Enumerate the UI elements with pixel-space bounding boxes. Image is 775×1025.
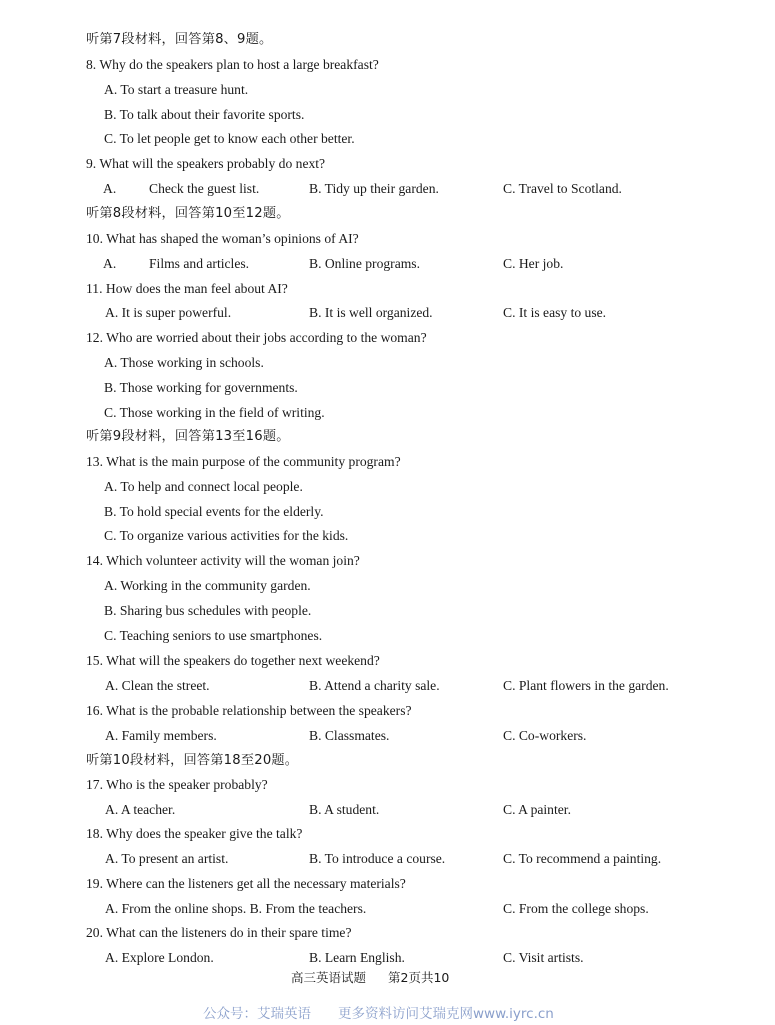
option-text: A. To help and connect local people. xyxy=(104,479,303,494)
options-line xyxy=(0,947,775,969)
option-text: C. Those working in the field of writing. xyxy=(104,405,325,420)
options-line xyxy=(0,104,775,126)
option-text: B. Learn English. xyxy=(309,950,405,965)
question-text: 17. Who is the speaker probably? xyxy=(86,777,268,792)
footer-page-number: 第2页共10 xyxy=(388,970,450,985)
option-text: C. Teaching seniors to use smartphones. xyxy=(104,628,323,643)
question-text: 14. Which volunteer activity will the woman join? xyxy=(86,553,360,568)
watermark-account: 公众号：艾瑞英语 xyxy=(203,1006,311,1022)
option-text: C. Visit artists. xyxy=(503,950,584,965)
option-text: C. Travel to Scotland. xyxy=(503,181,622,196)
option-text: B. Online programs. xyxy=(309,256,421,271)
footer-title: 高三英语试题 xyxy=(291,970,367,985)
option-text: C. Plant flowers in the garden. xyxy=(503,678,669,693)
section-heading xyxy=(0,203,775,225)
options-line xyxy=(0,302,775,324)
question-text: 10. What has shaped the woman’s opinions of AI? xyxy=(86,231,359,246)
options-line xyxy=(0,575,775,597)
question-text: 16. What is the probable relationship between the speakers? xyxy=(86,703,412,718)
option-text: C. Co-workers. xyxy=(503,728,587,743)
question-line xyxy=(0,873,775,895)
option-text: B. To introduce a course. xyxy=(309,851,446,866)
options-line xyxy=(0,625,775,647)
option-text: B. A student. xyxy=(309,802,380,817)
option-text: A. From the online shops. B. From the teachers. xyxy=(105,901,367,916)
option-text: B. It is well organized. xyxy=(309,305,433,320)
options-line xyxy=(0,600,775,622)
option-text: A. Clean the street. xyxy=(105,678,210,693)
option-text: A. Working in the community garden. xyxy=(104,578,311,593)
option-text: B. Tidy up their garden. xyxy=(309,181,439,196)
question-line xyxy=(0,700,775,722)
question-line xyxy=(0,153,775,175)
options-line xyxy=(0,128,775,150)
section-text: 听第8段材料，回答第10至12题。 xyxy=(86,206,290,221)
options-line xyxy=(0,898,775,920)
option-text: A. It is super powerful. xyxy=(105,305,232,320)
option-text: B. Sharing bus schedules with people. xyxy=(104,603,312,618)
question-text: 9. What will the speakers probably do next? xyxy=(86,156,326,171)
question-line xyxy=(0,451,775,473)
option-text: Films and articles. xyxy=(149,256,250,271)
question-line xyxy=(0,278,775,300)
options-line xyxy=(0,476,775,498)
option-text: C. A painter. xyxy=(503,802,571,817)
section-text: 听第7段材料，回答第8、9题。 xyxy=(86,32,273,47)
option-text: B. To hold special events for the elderly. xyxy=(104,504,324,519)
option-text: C. To let people get to know each other better. xyxy=(104,131,355,146)
question-line xyxy=(0,550,775,572)
option-text: B. Classmates. xyxy=(309,728,390,743)
options-line xyxy=(0,178,775,200)
option-text: A. Those working in schools. xyxy=(104,355,264,370)
option-text: A. Family members. xyxy=(105,728,217,743)
options-line xyxy=(0,848,775,870)
options-line xyxy=(0,352,775,374)
section-heading xyxy=(0,750,775,772)
option-text: C. To recommend a painting. xyxy=(503,851,662,866)
option-text: A. xyxy=(103,256,117,271)
option-text: A. xyxy=(103,181,117,196)
question-text: 20. What can the listeners do in their spare time? xyxy=(86,925,352,940)
options-line xyxy=(0,675,775,697)
question-line xyxy=(0,823,775,845)
options-line xyxy=(0,501,775,523)
page-footer xyxy=(0,967,775,989)
option-text: C. Her job. xyxy=(503,256,564,271)
options-line xyxy=(0,525,775,547)
options-line xyxy=(0,377,775,399)
question-line xyxy=(0,327,775,349)
option-text: B. Attend a charity sale. xyxy=(309,678,440,693)
section-heading xyxy=(0,426,775,448)
question-text: 8. Why do the speakers plan to host a large breakfast? xyxy=(86,57,379,72)
section-heading xyxy=(0,29,775,51)
option-text: A. To start a treasure hunt. xyxy=(104,82,249,97)
question-line xyxy=(0,54,775,76)
option-text: A. To present an artist. xyxy=(105,851,229,866)
option-text: B. To talk about their favorite sports. xyxy=(104,107,305,122)
option-text: Check the guest list. xyxy=(149,181,260,196)
question-line xyxy=(0,650,775,672)
question-line xyxy=(0,922,775,944)
options-line xyxy=(0,253,775,275)
option-text: C. It is easy to use. xyxy=(503,305,607,320)
options-line xyxy=(0,725,775,747)
question-text: 11. How does the man feel about AI? xyxy=(86,281,288,296)
question-line xyxy=(0,774,775,796)
question-text: 15. What will the speakers do together next weekend? xyxy=(86,653,380,668)
question-text: 18. Why does the speaker give the talk? xyxy=(86,826,303,841)
option-text: B. Those working for governments. xyxy=(104,380,298,395)
watermark-website: 更多资料访问艾瑞克网www.iyrc.cn xyxy=(338,1006,554,1022)
question-text: 19. Where can the listeners get all the necessary materials? xyxy=(86,876,406,891)
question-line xyxy=(0,228,775,250)
section-text: 听第9段材料，回答第13至16题。 xyxy=(86,429,290,444)
section-text: 听第10段材料，回答第18至20题。 xyxy=(86,753,299,768)
question-text: 12. Who are worried about their jobs according to the woman? xyxy=(86,330,427,345)
option-text: C. To organize various activities for the kids. xyxy=(104,528,349,543)
option-text: A. A teacher. xyxy=(105,802,176,817)
question-text: 13. What is the main purpose of the community program? xyxy=(86,454,401,469)
option-text: A. Explore London. xyxy=(105,950,214,965)
options-line xyxy=(0,402,775,424)
option-text: C. From the college shops. xyxy=(503,901,649,916)
options-line xyxy=(0,799,775,821)
options-line xyxy=(0,79,775,101)
